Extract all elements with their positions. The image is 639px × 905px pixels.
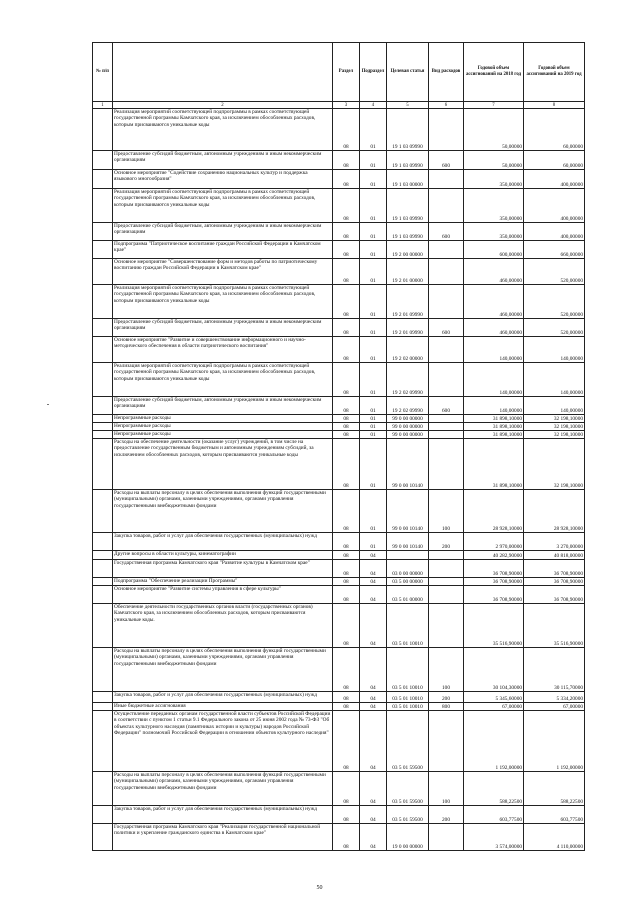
cell-razdel: 08 — [333, 439, 360, 490]
cell-podrazdel: 01 — [360, 109, 387, 151]
cell-vid: 100 — [429, 648, 464, 692]
cell-2018: 67,00000 — [464, 703, 524, 711]
cell-num — [93, 490, 113, 533]
cell-stat: 03 5 01 10010 — [387, 703, 429, 711]
cell-stat: 19 1 03 00000 — [387, 170, 429, 189]
cell-name: Иные бюджетные ассигнования — [113, 703, 333, 711]
cell-vid — [429, 551, 464, 560]
cell-vid: 100 — [429, 772, 464, 806]
cell-vid — [429, 423, 464, 431]
cell-podrazdel: 01 — [360, 363, 387, 397]
column-number: 3 — [333, 102, 360, 109]
cell-2019: 1 192,00000 — [524, 711, 585, 772]
cell-name: Непрограммные расходы — [113, 415, 333, 423]
cell-razdel: 08 — [333, 806, 360, 824]
table-row — [93, 578, 585, 586]
header-2018: Годовой объем ассигнований на 2018 год — [464, 43, 524, 102]
cell-2019: 32 198,10000 — [524, 439, 585, 490]
table-row — [93, 319, 585, 337]
page-number: 50 — [316, 885, 323, 891]
cell-podrazdel: 01 — [360, 259, 387, 285]
cell-vid: 200 — [429, 806, 464, 824]
cell-name: Расходы на выплаты персоналу в целях обеспечения выполнения функций государственными (муниципальными) органами, казенными учреждениями, органами управления государственными внебюджетными фондами — [113, 772, 333, 806]
cell-razdel: 08 — [333, 490, 360, 533]
cell-razdel: 08 — [333, 415, 360, 423]
cell-2019: 36 708,90000 — [524, 586, 585, 604]
cell-vid — [429, 560, 464, 578]
cell-2018: 1 192,00000 — [464, 711, 524, 772]
cell-podrazdel: 01 — [360, 285, 387, 319]
cell-num — [93, 604, 113, 648]
cell-stat: 19 1 03 09990 — [387, 189, 429, 223]
cell-2018: 350,00000 — [464, 189, 524, 223]
cell-name: Непрограммные расходы — [113, 423, 333, 431]
table-row — [93, 551, 585, 560]
cell-2018: 350,00000 — [464, 223, 524, 241]
cell-podrazdel: 04 — [360, 703, 387, 711]
cell-razdel: 08 — [333, 824, 360, 851]
cell-name: Осуществление переданных органам государственной власти субъектов Российской Федерации в соответствии с пунктом 1 статьи 9.1 Федерального закона от 25 июня 2002 года № 73-ФЗ "Об объектах культурного наследия (памятниках истории и культуры) народов Российской Федерации" полномочий Российской Федерации в отношении объектов культурного наследия" — [113, 711, 333, 772]
table-row — [93, 363, 585, 397]
cell-num — [93, 415, 113, 423]
cell-stat: 03 5 01 59500 — [387, 711, 429, 772]
column-number: 5 — [387, 102, 429, 109]
cell-podrazdel: 01 — [360, 490, 387, 533]
cell-razdel: 08 — [333, 551, 360, 560]
cell-2019: 32 198,10000 — [524, 431, 585, 439]
table-row — [93, 285, 585, 319]
cell-podrazdel: 01 — [360, 431, 387, 439]
cell-podrazdel: 04 — [360, 711, 387, 772]
cell-num — [93, 703, 113, 711]
cell-name: Предоставление субсидий бюджетным, автономным учреждениям и иным некоммерческим организациям — [113, 151, 333, 170]
cell-name: Государственная программа Камчатского края "Развитие культуры в Камчатском крае" — [113, 560, 333, 578]
cell-2018: 35 516,90000 — [464, 604, 524, 648]
column-number: 1 — [93, 102, 113, 109]
cell-2019: 140,00000 — [524, 397, 585, 415]
cell-razdel: 08 — [333, 692, 360, 703]
cell-stat: 99 0 00 10140 — [387, 439, 429, 490]
cell-num — [93, 439, 113, 490]
cell-stat: 19 1 03 09990 — [387, 109, 429, 151]
column-number-row — [93, 102, 585, 109]
cell-razdel: 08 — [333, 337, 360, 363]
cell-vid: 600 — [429, 151, 464, 170]
cell-vid — [429, 604, 464, 648]
cell-2018: 31 898,10000 — [464, 415, 524, 423]
cell-num — [93, 824, 113, 851]
cell-2019: 588,22500 — [524, 772, 585, 806]
table-row — [93, 439, 585, 490]
cell-2018: 31 898,10000 — [464, 439, 524, 490]
cell-stat: 99 0 00 00000 — [387, 431, 429, 439]
cell-razdel: 08 — [333, 151, 360, 170]
cell-2018: 460,00000 — [464, 259, 524, 285]
cell-2018: 140,00000 — [464, 397, 524, 415]
cell-stat: 19 2 01 09990 — [387, 285, 429, 319]
cell-stat: 99 0 00 00000 — [387, 423, 429, 431]
cell-vid — [429, 711, 464, 772]
cell-podrazdel: 01 — [360, 423, 387, 431]
cell-razdel: 08 — [333, 170, 360, 189]
cell-podrazdel: 01 — [360, 151, 387, 170]
cell-vid: 200 — [429, 533, 464, 551]
cell-name: Закупка товаров, работ и услуг для обеспечения государственных (муниципальных) нужд — [113, 533, 333, 551]
cell-2019: 60,00000 — [524, 151, 585, 170]
cell-podrazdel: 04 — [360, 586, 387, 604]
cell-2018: 50,00000 — [464, 151, 524, 170]
cell-stat: 19 2 02 09990 — [387, 363, 429, 397]
cell-num — [93, 551, 113, 560]
cell-num — [93, 170, 113, 189]
cell-vid — [429, 439, 464, 490]
cell-2019: 520,00000 — [524, 259, 585, 285]
table-row — [93, 533, 585, 551]
cell-name: Предоставление субсидий бюджетным, автономным учреждениям и иным некоммерческим организациям — [113, 397, 333, 415]
cell-stat: 03 5 01 10010 — [387, 648, 429, 692]
cell-name: Обеспечение деятельности государственных органов власти (государственных органов) Камчатского края, за исключением обособленных расходов, которым присваиваются уникальные коды. — [113, 604, 333, 648]
cell-2019: 28 928,10000 — [524, 490, 585, 533]
cell-razdel: 08 — [333, 711, 360, 772]
header-row — [93, 43, 585, 102]
header-num: № п/п — [93, 43, 113, 102]
cell-name: Основное мероприятие "Содействие сохранению национальных культур и поддержка языкового многообразия" — [113, 170, 333, 189]
cell-podrazdel: 01 — [360, 223, 387, 241]
table-row — [93, 560, 585, 578]
table-row — [93, 170, 585, 189]
cell-2018: 40 282,90000 — [464, 551, 524, 560]
cell-num — [93, 109, 113, 151]
table-row — [93, 415, 585, 423]
cell-2019: 32 198,10000 — [524, 423, 585, 431]
header-2019: Годовой объем ассигнований на 2019 год — [524, 43, 585, 102]
table-row — [93, 223, 585, 241]
cell-vid — [429, 415, 464, 423]
cell-razdel: 08 — [333, 241, 360, 259]
cell-2019: 140,00000 — [524, 363, 585, 397]
cell-stat: 03 5 01 59500 — [387, 772, 429, 806]
cell-name: Основное мероприятие "Совершенствование форм и методов работы по патриотическому воспитанию граждан Российской Федерации в Камчатском крае" — [113, 259, 333, 285]
cell-2019: 660,00000 — [524, 241, 585, 259]
cell-stat: 99 0 00 10140 — [387, 533, 429, 551]
cell-num — [93, 241, 113, 259]
table-row — [93, 189, 585, 223]
cell-stat: 19 2 02 00000 — [387, 337, 429, 363]
column-number: 8 — [524, 102, 585, 109]
cell-stat: 19 1 03 09990 — [387, 223, 429, 241]
cell-podrazdel: 01 — [360, 241, 387, 259]
cell-num — [93, 397, 113, 415]
cell-vid — [429, 337, 464, 363]
column-number: 7 — [464, 102, 524, 109]
cell-2019: 32 198,10000 — [524, 415, 585, 423]
cell-2018: 36 708,90000 — [464, 578, 524, 586]
cell-vid — [429, 259, 464, 285]
cell-podrazdel: 01 — [360, 397, 387, 415]
cell-podrazdel: 04 — [360, 692, 387, 703]
cell-num — [93, 363, 113, 397]
cell-stat: 19 2 01 00000 — [387, 259, 429, 285]
cell-stat: 19 1 03 09990 — [387, 151, 429, 170]
cell-razdel: 08 — [333, 259, 360, 285]
cell-num — [93, 151, 113, 170]
cell-razdel: 08 — [333, 285, 360, 319]
cell-2018: 603,77500 — [464, 806, 524, 824]
table-row — [93, 490, 585, 533]
cell-razdel: 08 — [333, 431, 360, 439]
cell-2019: 603,77500 — [524, 806, 585, 824]
header-name — [113, 43, 333, 102]
cell-name: Закупка товаров, работ и услуг для обеспечения государственных (муниципальных) нужд — [113, 692, 333, 703]
cell-razdel: 08 — [333, 586, 360, 604]
cell-num — [93, 285, 113, 319]
cell-2019: 3 270,00000 — [524, 533, 585, 551]
cell-vid: 100 — [429, 490, 464, 533]
cell-name: Предоставление субсидий бюджетным, автономным учреждениям и иным некоммерческим организациям — [113, 223, 333, 241]
cell-num — [93, 259, 113, 285]
cell-name: Основное мероприятие "Развитие системы управления в сфере культуры" — [113, 586, 333, 604]
cell-stat: 99 0 00 10140 — [387, 490, 429, 533]
cell-podrazdel: 01 — [360, 533, 387, 551]
cell-2019: 140,00000 — [524, 337, 585, 363]
table-row — [93, 824, 585, 851]
cell-2019: 67,00000 — [524, 703, 585, 711]
cell-vid — [429, 586, 464, 604]
cell-name: Реализация мероприятий соответствующей подпрограммы в рамках соответствующей государственной программы Камчатского края, за исключением обособленных расходов, которым присваиваются уникальные коды — [113, 363, 333, 397]
cell-vid — [429, 109, 464, 151]
cell-vid — [429, 170, 464, 189]
cell-num — [93, 578, 113, 586]
table-row — [93, 648, 585, 692]
cell-razdel: 08 — [333, 223, 360, 241]
cell-name: Основное мероприятие "Развитие и совершенствование информационного и научно-методического обеспечения в области патриотического воспитания" — [113, 337, 333, 363]
cell-vid — [429, 431, 464, 439]
cell-stat: 03 5 01 00000 — [387, 586, 429, 604]
cell-name: Расходы на обеспечение деятельности (оказание услуг) учреждений, в том числе на предоставление государственным бюджетным и автономным учреждениям субсидий, за исключением обособленных расходов, которым присваиваются уникальные коды — [113, 439, 333, 490]
table-row — [93, 586, 585, 604]
cell-podrazdel: 04 — [360, 824, 387, 851]
cell-2018: 588,22500 — [464, 772, 524, 806]
cell-num — [93, 692, 113, 703]
table-row — [93, 259, 585, 285]
cell-podrazdel: 04 — [360, 604, 387, 648]
cell-podrazdel: 01 — [360, 189, 387, 223]
table-row — [93, 806, 585, 824]
cell-name: Расходы на выплаты персоналу в целях обеспечения выполнения функций государственными (муниципальными) органами, казенными учреждениями, органами управления государственными внебюджетными фондами — [113, 490, 333, 533]
table-row — [93, 431, 585, 439]
cell-num — [93, 189, 113, 223]
cell-podrazdel: 01 — [360, 319, 387, 337]
table-row — [93, 423, 585, 431]
cell-2019: 520,00000 — [524, 285, 585, 319]
cell-2018: 31 898,10000 — [464, 431, 524, 439]
cell-razdel: 08 — [333, 533, 360, 551]
cell-name: Расходы на выплаты персоналу в целях обеспечения выполнения функций государственными (муниципальными) органами, казенными учреждениями, органами управления государственными внебюджетными фондами — [113, 648, 333, 692]
cell-2019: 400,00000 — [524, 223, 585, 241]
cell-name: Реализация мероприятий соответствующей подпрограммы в рамках соответствующей государственной программы Камчатского края, за исключением обособленных расходов, которым присваиваются уникальные коды — [113, 109, 333, 151]
table-row — [93, 703, 585, 711]
cell-num — [93, 533, 113, 551]
cell-2018: 30 104,30000 — [464, 648, 524, 692]
cell-podrazdel: 04 — [360, 806, 387, 824]
cell-num — [93, 772, 113, 806]
cell-2019: 40 818,00000 — [524, 551, 585, 560]
cell-2018: 140,00000 — [464, 363, 524, 397]
cell-stat: 03 0 00 00000 — [387, 560, 429, 578]
cell-num — [93, 648, 113, 692]
cell-vid — [429, 241, 464, 259]
cell-2018: 3 574,00000 — [464, 824, 524, 851]
table-row — [93, 109, 585, 151]
cell-razdel: 08 — [333, 648, 360, 692]
table-row — [93, 772, 585, 806]
cell-name: Предоставление субсидий бюджетным, автономным учреждениям и иным некоммерческим организациям — [113, 319, 333, 337]
cell-2019: 520,00000 — [524, 319, 585, 337]
cell-2018: 5 345,60000 — [464, 692, 524, 703]
cell-razdel: 08 — [333, 560, 360, 578]
cell-razdel: 08 — [333, 423, 360, 431]
cell-2019: 400,00000 — [524, 170, 585, 189]
cell-vid — [429, 189, 464, 223]
cell-name: Закупка товаров, работ и услуг для обеспечения государственных (муниципальных) нужд — [113, 806, 333, 824]
cell-2019: 36 708,90000 — [524, 578, 585, 586]
cell-stat: 03 5 00 00000 — [387, 578, 429, 586]
cell-num — [93, 337, 113, 363]
cell-2018: 350,00000 — [464, 170, 524, 189]
cell-vid — [429, 578, 464, 586]
cell-podrazdel: 04 — [360, 648, 387, 692]
cell-stat — [387, 551, 429, 560]
cell-vid — [429, 285, 464, 319]
cell-2018: 28 928,10000 — [464, 490, 524, 533]
cell-vid: 600 — [429, 397, 464, 415]
cell-num — [93, 711, 113, 772]
cell-podrazdel: 04 — [360, 560, 387, 578]
cell-name: Подпрограмма "Обеспечение реализации Программы" — [113, 578, 333, 586]
header-podrazdel: Подраздел — [360, 43, 387, 102]
cell-razdel: 08 — [333, 397, 360, 415]
cell-name: Государственная программа Камчатского края "Реализация государственной национальной политики и укрепление гражданского единства в Камчатском крае" — [113, 824, 333, 851]
cell-name: Подпрограмма "Патриотическое воспитание граждан Российской Федерации в Камчатском крае" — [113, 241, 333, 259]
cell-vid: 800 — [429, 703, 464, 711]
cell-2018: 460,00000 — [464, 319, 524, 337]
cell-stat: 03 5 01 10010 — [387, 604, 429, 648]
cell-2019: 60,00000 — [524, 109, 585, 151]
table-row — [93, 711, 585, 772]
cell-num — [93, 586, 113, 604]
header-razdel: Раздел — [333, 43, 360, 102]
header-stat: Целевая статья — [387, 43, 429, 102]
cell-num — [93, 431, 113, 439]
cell-2019: 5 334,20000 — [524, 692, 585, 703]
column-number: 4 — [360, 102, 387, 109]
budget-table — [92, 42, 585, 851]
cell-2019: 35 516,90000 — [524, 604, 585, 648]
cell-2019: 30 115,70000 — [524, 648, 585, 692]
cell-stat: 19 2 01 09990 — [387, 319, 429, 337]
cell-podrazdel: 04 — [360, 551, 387, 560]
cell-stat: 19 2 00 00000 — [387, 241, 429, 259]
scan-mark — [47, 404, 49, 405]
cell-vid: 200 — [429, 692, 464, 703]
cell-podrazdel: 01 — [360, 337, 387, 363]
cell-vid: 600 — [429, 319, 464, 337]
cell-razdel: 08 — [333, 189, 360, 223]
cell-num — [93, 423, 113, 431]
cell-name: Другие вопросы в области культуры, кинематографии — [113, 551, 333, 560]
cell-2018: 140,00000 — [464, 337, 524, 363]
cell-razdel: 08 — [333, 319, 360, 337]
cell-vid — [429, 824, 464, 851]
cell-name: Реализация мероприятий соответствующей подпрограммы в рамках соответствующей государственной программы Камчатского края, за исключением обособленных расходов, которым присваиваются уникальные коды — [113, 189, 333, 223]
cell-podrazdel: 01 — [360, 439, 387, 490]
cell-name: Реализация мероприятий соответствующей подпрограммы в рамках соответствующей государственной программы Камчатского края, за исключением обособленных расходов, которым присваиваются уникальные коды — [113, 285, 333, 319]
cell-podrazdel: 01 — [360, 170, 387, 189]
cell-podrazdel: 04 — [360, 578, 387, 586]
header-vid: Вид расходов — [429, 43, 464, 102]
cell-vid: 600 — [429, 223, 464, 241]
cell-2019: 36 708,90000 — [524, 560, 585, 578]
column-number: 6 — [429, 102, 464, 109]
cell-num — [93, 223, 113, 241]
cell-razdel: 08 — [333, 604, 360, 648]
cell-2019: 400,00000 — [524, 189, 585, 223]
cell-podrazdel: 04 — [360, 772, 387, 806]
cell-stat: 03 5 01 59500 — [387, 806, 429, 824]
cell-stat: 99 0 00 00000 — [387, 415, 429, 423]
cell-num — [93, 560, 113, 578]
table-row — [93, 692, 585, 703]
cell-num — [93, 319, 113, 337]
cell-stat: 03 5 01 10010 — [387, 692, 429, 703]
cell-stat: 19 0 00 00000 — [387, 824, 429, 851]
cell-name: Непрограммные расходы — [113, 431, 333, 439]
cell-razdel: 08 — [333, 578, 360, 586]
cell-stat: 19 2 02 09990 — [387, 397, 429, 415]
cell-2019: 4 110,00000 — [524, 824, 585, 851]
cell-2018: 31 898,10000 — [464, 423, 524, 431]
cell-2018: 50,00000 — [464, 109, 524, 151]
cell-2018: 36 708,90000 — [464, 586, 524, 604]
cell-vid — [429, 363, 464, 397]
cell-2018: 600,00000 — [464, 241, 524, 259]
cell-2018: 2 970,00000 — [464, 533, 524, 551]
cell-razdel: 08 — [333, 363, 360, 397]
column-number: 2 — [113, 102, 333, 109]
cell-2018: 36 708,90000 — [464, 560, 524, 578]
table-row — [93, 151, 585, 170]
cell-razdel: 08 — [333, 703, 360, 711]
cell-podrazdel: 01 — [360, 415, 387, 423]
table-row — [93, 397, 585, 415]
cell-2018: 460,00000 — [464, 285, 524, 319]
table-row — [93, 337, 585, 363]
table-row — [93, 604, 585, 648]
cell-razdel: 08 — [333, 109, 360, 151]
cell-num — [93, 806, 113, 824]
table-row — [93, 241, 585, 259]
cell-razdel: 08 — [333, 772, 360, 806]
